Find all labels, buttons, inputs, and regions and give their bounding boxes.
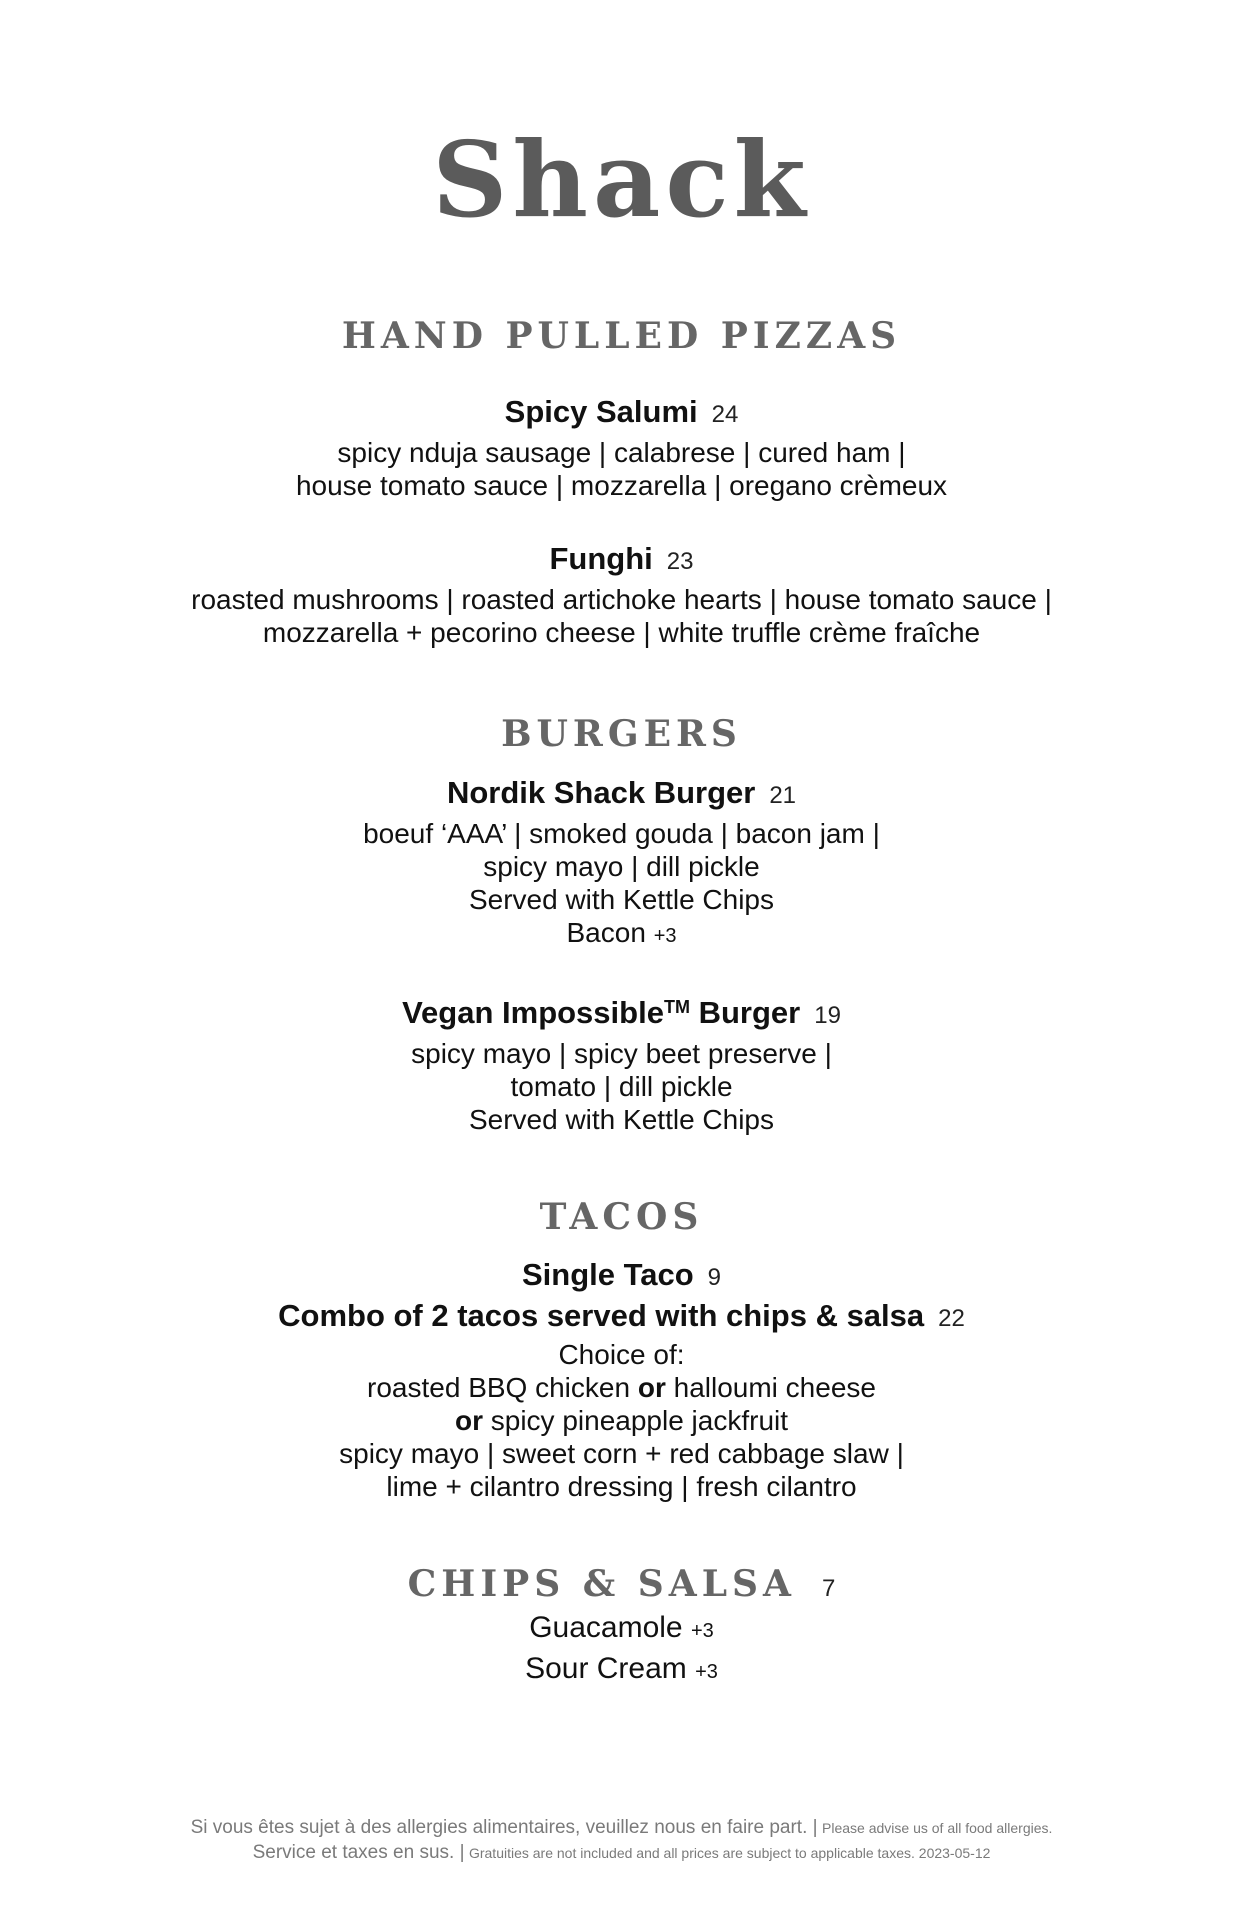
chips-option — [0, 1609, 1243, 1650]
description-line: Served with Kettle Chips — [468, 884, 775, 915]
tacos-heading: TACOS — [539, 1196, 704, 1238]
description-line: spicy nduja sausage | calabrese | cured ham | — [337, 437, 906, 468]
description-line: spicy mayo | sweet corn + red cabbage slaw | — [339, 1438, 904, 1469]
description-line: roasted mushrooms | roasted artichoke hearts | house tomato sauce | — [191, 584, 1052, 615]
chips-salsa-section — [0, 1563, 1243, 1691]
menu-item-vegan-impossible-burger — [0, 988, 1243, 1136]
item-price: 24 — [711, 401, 739, 428]
description-line: Served with Kettle Chips — [468, 1104, 775, 1135]
tacos-section — [0, 1196, 1243, 1238]
item-name-part: Burger — [698, 995, 801, 1030]
menu-item-funghi — [0, 540, 1243, 649]
item-description — [0, 436, 1243, 502]
description-line — [0, 1404, 1243, 1437]
addon-line — [0, 916, 1243, 953]
description-line: spicy mayo | spicy beet preserve | — [411, 1038, 832, 1069]
footer-line-2 — [0, 1841, 1243, 1866]
item-price: 22 — [938, 1305, 965, 1332]
pizzas-section — [0, 315, 1243, 357]
item-description — [0, 1037, 1243, 1136]
chips-price: 7 — [821, 1575, 836, 1602]
description-line: house tomato sauce | mozzarella | oregano crèmeux — [295, 470, 948, 501]
description-line: tomato | dill pickle — [510, 1071, 733, 1102]
item-description — [0, 583, 1243, 649]
item-name: Single Taco — [521, 1257, 694, 1292]
or-text: or — [454, 1405, 483, 1436]
item-name-part: Vegan Impossible — [402, 995, 664, 1030]
item-price: 23 — [666, 548, 694, 575]
taco-description — [0, 1338, 1243, 1503]
item-price: 21 — [769, 782, 797, 809]
or-text: or — [637, 1372, 666, 1403]
addon-label: Bacon — [566, 917, 646, 948]
item-price: 19 — [814, 1002, 841, 1029]
item-name: Combo of 2 tacos served with chips & salsa — [278, 1298, 925, 1333]
burgers-heading: BURGERS — [501, 713, 742, 755]
footer — [0, 1816, 1243, 1866]
option-price: +3 — [695, 1661, 718, 1683]
footer-line-1 — [0, 1816, 1243, 1841]
option-text: roasted BBQ chicken — [367, 1372, 631, 1403]
option-text: halloumi cheese — [673, 1372, 876, 1403]
item-name: Funghi — [549, 541, 653, 576]
item-name — [402, 995, 800, 1030]
chips-option — [0, 1650, 1243, 1691]
addon-price: +3 — [653, 925, 677, 947]
chips-heading-row — [0, 1563, 1243, 1605]
description-line: spicy mayo | dill pickle — [483, 851, 760, 882]
menu-item-single-taco — [0, 1256, 1243, 1297]
description-line — [0, 1371, 1243, 1404]
description-line: lime + cilantro dressing | fresh cilantro — [386, 1471, 857, 1502]
tax-notice-fr: Service et taxes en sus. | — [252, 1842, 465, 1863]
allergy-notice-en: Please advise us of all food allergies. — [822, 1820, 1053, 1836]
item-price: 9 — [707, 1264, 722, 1291]
item-name: Spicy Salumi — [504, 394, 698, 429]
restaurant-title: Shack — [432, 118, 811, 241]
tax-notice-en: Gratuities are not included and all prices are subject to applicable taxes. 2023-05-12 — [468, 1845, 991, 1861]
description-line: boeuf ‘AAA’ | smoked gouda | bacon jam | — [363, 818, 880, 849]
option-price: +3 — [690, 1620, 714, 1642]
item-name: Nordik Shack Burger — [446, 775, 756, 810]
description-line: Choice of: — [558, 1339, 685, 1370]
allergy-notice-fr: Si vous êtes sujet à des allergies alimentaires, veuillez nous en faire part. | — [190, 1817, 818, 1838]
menu-item-nordik-shack-burger — [0, 774, 1243, 953]
option-label: Sour Cream — [525, 1652, 687, 1685]
chips-options — [0, 1609, 1243, 1691]
option-text: spicy pineapple jackfruit — [490, 1405, 789, 1436]
pizzas-heading: HAND PULLED PIZZAS — [341, 315, 902, 357]
option-label: Guacamole — [529, 1611, 683, 1644]
burgers-section — [0, 713, 1243, 755]
description-line: mozzarella + pecorino cheese | white truffle crème fraîche — [262, 617, 981, 648]
tacos-items — [0, 1256, 1243, 1503]
menu-item-taco-combo — [0, 1297, 1243, 1338]
item-description — [0, 817, 1243, 953]
chips-heading: CHIPS & SALSA — [407, 1563, 796, 1605]
trademark-mark: TM — [663, 997, 690, 1017]
menu-item-spicy-salumi — [0, 393, 1243, 502]
